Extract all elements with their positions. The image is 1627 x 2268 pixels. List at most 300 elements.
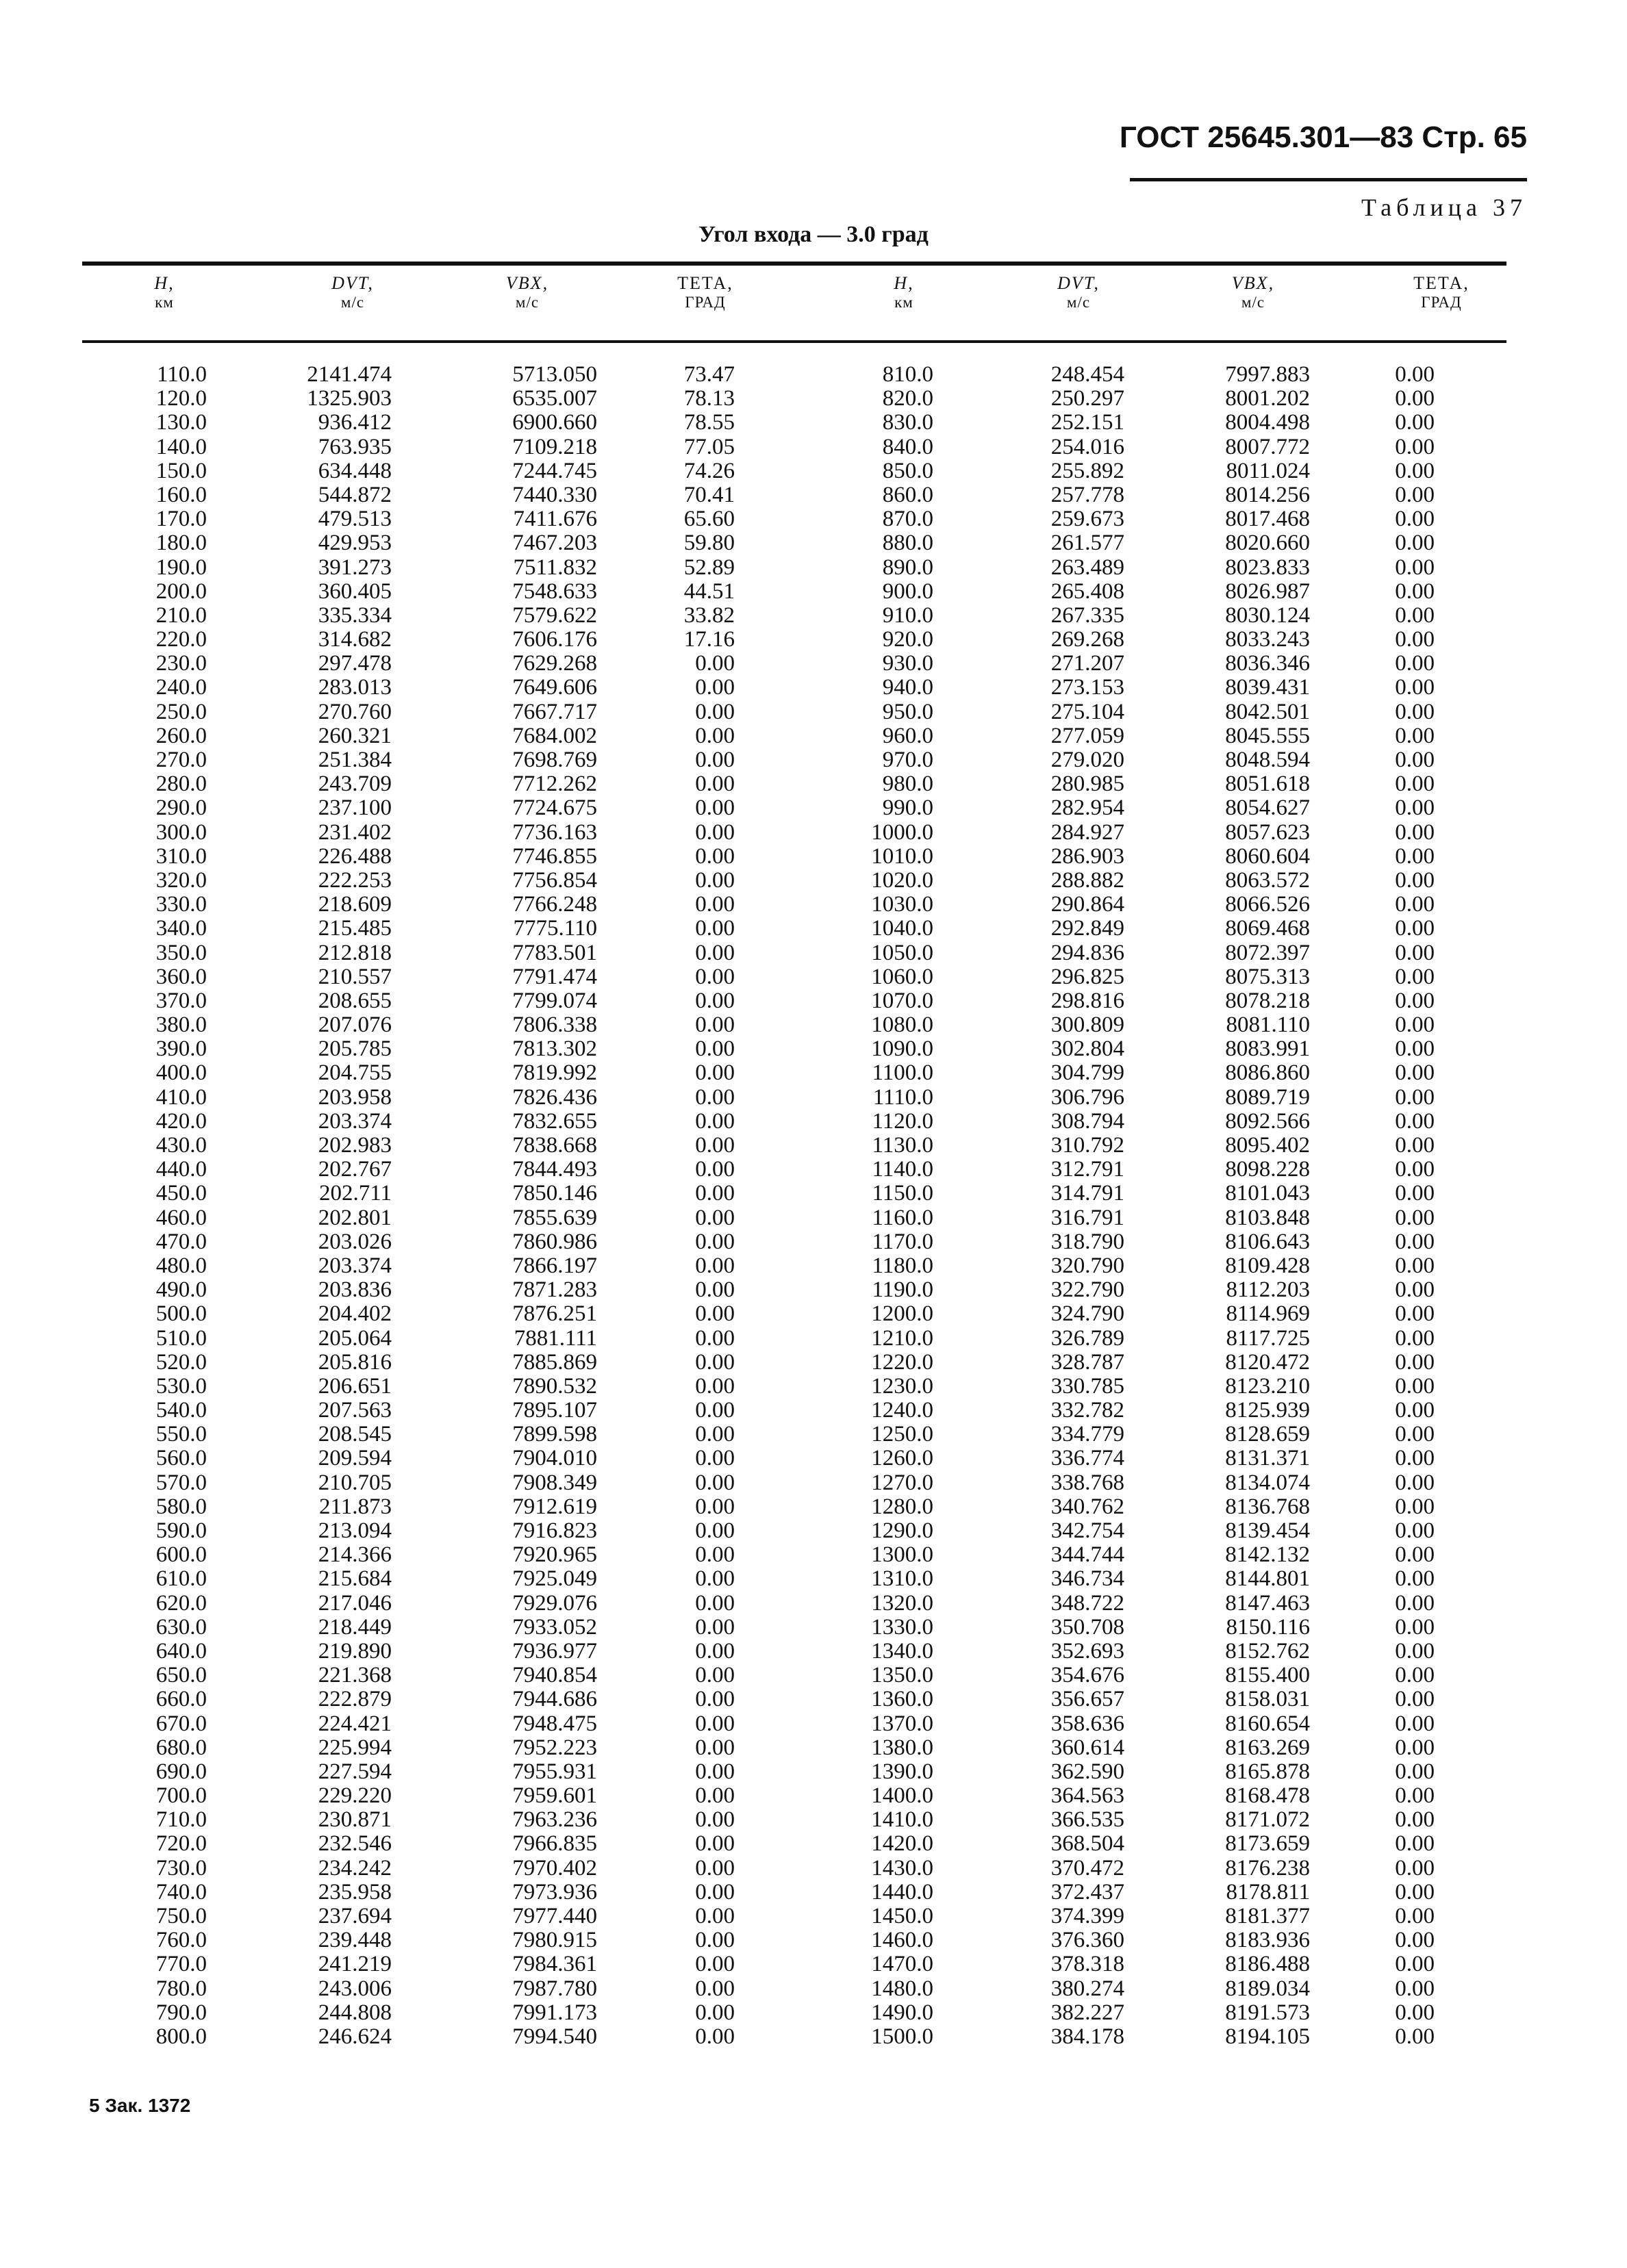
table-cell: 7579.622 bbox=[512, 602, 597, 628]
table-cell: 0.00 bbox=[695, 675, 735, 700]
table-cell: 8020.660 bbox=[1225, 531, 1310, 556]
table-cell: 7799.074 bbox=[512, 988, 597, 1013]
table-cell: 7866.197 bbox=[512, 1253, 597, 1278]
table-cell: 0.00 bbox=[695, 1205, 735, 1230]
table-cell: 257.778 bbox=[1050, 482, 1124, 507]
table-cell: 8112.203 bbox=[1226, 1277, 1310, 1303]
table-cell: 0.00 bbox=[1395, 1253, 1435, 1278]
table-cell: 308.794 bbox=[1050, 1108, 1124, 1134]
table-cell: 0.00 bbox=[1395, 1566, 1435, 1592]
table-cell: 0.00 bbox=[1395, 2024, 1435, 2049]
table-cell: 300.0 bbox=[155, 819, 207, 845]
table-cell: 960.0 bbox=[882, 723, 933, 748]
col-header-unit: ГРАД bbox=[685, 294, 726, 311]
table-cell: 7984.361 bbox=[512, 1952, 597, 1977]
table-cell: 170.0 bbox=[155, 507, 207, 532]
table-cell: 8023.833 bbox=[1225, 555, 1310, 580]
table-cell: 1240.0 bbox=[871, 1398, 933, 1423]
table-cell: 0.00 bbox=[1395, 1542, 1435, 1568]
table-cell: 700.0 bbox=[155, 1783, 207, 1809]
table-cell: 360.405 bbox=[318, 578, 392, 604]
table-cell: 1070.0 bbox=[871, 988, 933, 1013]
table-cell: 7948.475 bbox=[512, 1711, 597, 1736]
table-cell: 310.792 bbox=[1050, 1133, 1124, 1158]
table-cell: 340.762 bbox=[1050, 1494, 1124, 1519]
table-cell: 0.00 bbox=[1395, 1831, 1435, 1857]
table-cell: 332.782 bbox=[1050, 1398, 1124, 1423]
table-cell: 244.808 bbox=[318, 2000, 392, 2025]
table-cell: 780.0 bbox=[155, 1976, 207, 2001]
table-cell: 1040.0 bbox=[871, 916, 933, 941]
table-cell: 8155.400 bbox=[1225, 1663, 1310, 1688]
table-cell: 227.594 bbox=[318, 1759, 392, 1784]
table-cell: 348.722 bbox=[1050, 1590, 1124, 1616]
table-cell: 8101.043 bbox=[1225, 1181, 1310, 1206]
table-cell: 1110.0 bbox=[872, 1084, 933, 1110]
table-cell: 338.768 bbox=[1050, 1470, 1124, 1495]
left-h-column bbox=[103, 363, 207, 2049]
table-cell: 65.60 bbox=[683, 507, 735, 532]
table-cell: 1390.0 bbox=[871, 1759, 933, 1784]
table-cell: 1230.0 bbox=[871, 1373, 933, 1399]
table-cell: 0.00 bbox=[1395, 1518, 1435, 1543]
table-cell: 239.448 bbox=[318, 1928, 392, 1953]
table-cell: 0.00 bbox=[695, 748, 735, 772]
table-cell: 8181.377 bbox=[1225, 1904, 1310, 1928]
col-header-teta-left bbox=[661, 274, 750, 312]
table-cell: 306.796 bbox=[1050, 1084, 1124, 1110]
table-cell: 7973.936 bbox=[512, 1879, 597, 1904]
table-cell: 203.836 bbox=[318, 1277, 392, 1303]
table-cell: 8194.105 bbox=[1225, 2024, 1310, 2049]
table-cell: 8139.454 bbox=[1225, 1518, 1310, 1543]
table-cell: 670.0 bbox=[155, 1711, 207, 1736]
table-cell: 8131.371 bbox=[1225, 1446, 1310, 1471]
table-cell: 346.734 bbox=[1050, 1566, 1124, 1592]
table-cell: 690.0 bbox=[155, 1759, 207, 1784]
table-cell: 0.00 bbox=[695, 1108, 735, 1134]
table-cell: 0.00 bbox=[1395, 1012, 1435, 1038]
table-cell: 208.655 bbox=[318, 988, 392, 1013]
table-cell: 680.0 bbox=[155, 1735, 207, 1760]
right-teta-column bbox=[1349, 363, 1435, 2049]
table-cell: 7944.686 bbox=[512, 1687, 597, 1712]
table-cell: 7783.501 bbox=[512, 940, 597, 965]
table-cell: 0.00 bbox=[695, 1422, 735, 1447]
table-cell: 7819.992 bbox=[512, 1060, 597, 1086]
table-cell: 150.0 bbox=[155, 458, 207, 483]
table-cell: 7109.218 bbox=[512, 434, 597, 459]
table-cell: 0.00 bbox=[695, 1133, 735, 1158]
table-cell: 0.00 bbox=[1395, 723, 1435, 748]
table-cell: 8054.627 bbox=[1225, 795, 1310, 821]
table-cell: 1200.0 bbox=[871, 1301, 933, 1327]
table-cell: 0.00 bbox=[695, 1711, 735, 1736]
table-cell: 970.0 bbox=[882, 748, 933, 772]
table-cell: 250.0 bbox=[155, 699, 207, 724]
table-cell: 288.882 bbox=[1050, 867, 1124, 893]
table-cell: 8142.132 bbox=[1225, 1542, 1310, 1568]
table-cell: 0.00 bbox=[1395, 1349, 1435, 1375]
table-cell: 1400.0 bbox=[871, 1783, 933, 1809]
table-cell: 8106.643 bbox=[1225, 1229, 1310, 1254]
table-cell: 0.00 bbox=[695, 1181, 735, 1206]
table-cell: 0.00 bbox=[695, 1687, 735, 1712]
table-cell: 1270.0 bbox=[871, 1470, 933, 1495]
table-header-rule bbox=[82, 340, 1506, 343]
table-cell: 230.871 bbox=[318, 1807, 392, 1833]
table-cell: 410.0 bbox=[155, 1084, 207, 1110]
table-cell: 0.00 bbox=[1395, 916, 1435, 941]
table-cell: 0.00 bbox=[695, 1735, 735, 1760]
table-cell: 7736.163 bbox=[512, 819, 597, 845]
table-cell: 7899.598 bbox=[512, 1422, 597, 1447]
table-cell: 207.563 bbox=[318, 1398, 392, 1423]
table-cell: 6900.660 bbox=[512, 410, 597, 435]
table-cell: 0.00 bbox=[1395, 507, 1435, 532]
table-cell: 330.0 bbox=[155, 892, 207, 917]
table-cell: 304.799 bbox=[1050, 1060, 1124, 1086]
table-cell: 0.00 bbox=[695, 1446, 735, 1471]
col-header-name: DVT, bbox=[1057, 273, 1100, 293]
table-cell: 1060.0 bbox=[871, 964, 933, 989]
table-cell: 320.0 bbox=[155, 867, 207, 893]
table-cell: 59.80 bbox=[683, 531, 735, 556]
table-cell: 208.545 bbox=[318, 1422, 392, 1447]
table-cell: 7952.223 bbox=[512, 1735, 597, 1760]
table-cell: 44.51 bbox=[683, 578, 735, 604]
table-cell: 0.00 bbox=[1395, 795, 1435, 821]
table-cell: 17.16 bbox=[683, 627, 735, 652]
table-cell: 7933.052 bbox=[512, 1614, 597, 1640]
table-cell: 7860.986 bbox=[512, 1229, 597, 1254]
right-h-column bbox=[829, 363, 933, 2049]
table-cell: 920.0 bbox=[882, 627, 933, 652]
table-cell: 936.412 bbox=[318, 410, 392, 435]
table-cell: 202.801 bbox=[318, 1205, 392, 1230]
table-cell: 322.790 bbox=[1050, 1277, 1124, 1303]
col-header-name: ТЕТА, bbox=[677, 273, 733, 293]
table-cell: 0.00 bbox=[1395, 772, 1435, 797]
table-cell: 232.546 bbox=[318, 1831, 392, 1857]
table-cell: 540.0 bbox=[155, 1398, 207, 1423]
table-cell: 246.624 bbox=[318, 2024, 392, 2049]
table-cell: 0.00 bbox=[1395, 843, 1435, 869]
table-cell: 7649.606 bbox=[512, 675, 597, 700]
table-cell: 900.0 bbox=[882, 578, 933, 604]
table-cell: 650.0 bbox=[155, 1663, 207, 1688]
table-cell: 0.00 bbox=[1395, 1687, 1435, 1712]
table-cell: 1300.0 bbox=[871, 1542, 933, 1568]
table-cell: 0.00 bbox=[695, 2000, 735, 2025]
table-cell: 0.00 bbox=[1395, 434, 1435, 459]
table-cell: 310.0 bbox=[155, 843, 207, 869]
table-cell: 7838.668 bbox=[512, 1133, 597, 1158]
table-cell: 250.297 bbox=[1050, 386, 1124, 411]
col-header-unit: м/с bbox=[1241, 294, 1265, 311]
table-cell: 7698.769 bbox=[512, 748, 597, 772]
table-cell: 860.0 bbox=[882, 482, 933, 507]
table-cell: 8117.725 bbox=[1226, 1325, 1310, 1351]
table-cell: 544.872 bbox=[318, 482, 392, 507]
table-cell: 660.0 bbox=[155, 1687, 207, 1712]
table-cell: 980.0 bbox=[882, 772, 933, 797]
table-cell: 0.00 bbox=[695, 940, 735, 965]
table-cell: 0.00 bbox=[695, 1301, 735, 1327]
table-cell: 0.00 bbox=[695, 1012, 735, 1038]
table-cell: 580.0 bbox=[155, 1494, 207, 1519]
table-cell: 360.0 bbox=[155, 964, 207, 989]
table-cell: 1420.0 bbox=[871, 1831, 933, 1857]
table-cell: 0.00 bbox=[695, 819, 735, 845]
table-cell: 1170.0 bbox=[872, 1229, 933, 1254]
table-cell: 0.00 bbox=[695, 1398, 735, 1423]
table-cell: 352.693 bbox=[1050, 1638, 1124, 1664]
table-cell: 0.00 bbox=[1395, 1277, 1435, 1303]
table-cell: 850.0 bbox=[882, 458, 933, 483]
table-cell: 7806.338 bbox=[512, 1012, 597, 1038]
table-cell: 7844.493 bbox=[512, 1157, 597, 1182]
table-cell: 0.00 bbox=[1395, 1976, 1435, 2001]
col-header-name: H, bbox=[894, 273, 914, 293]
table-cell: 260.321 bbox=[318, 723, 392, 748]
table-cell: 8086.860 bbox=[1225, 1060, 1310, 1086]
table-cell: 265.408 bbox=[1050, 578, 1124, 604]
table-cell: 8017.468 bbox=[1225, 507, 1310, 532]
table-cell: 8033.243 bbox=[1225, 627, 1310, 652]
table-cell: 290.864 bbox=[1050, 892, 1124, 917]
table-cell: 7832.655 bbox=[512, 1108, 597, 1134]
table-cell: 222.879 bbox=[318, 1687, 392, 1712]
table-cell: 243.709 bbox=[318, 772, 392, 797]
table-cell: 0.00 bbox=[1395, 748, 1435, 772]
table-cell: 330.785 bbox=[1050, 1373, 1124, 1399]
table-cell: 270.0 bbox=[155, 748, 207, 772]
table-cell: 8081.110 bbox=[1226, 1012, 1310, 1038]
table-cell: 8144.801 bbox=[1225, 1566, 1310, 1592]
table-cell: 990.0 bbox=[882, 795, 933, 821]
table-cell: 720.0 bbox=[155, 1831, 207, 1857]
col-header-unit: м/с bbox=[340, 294, 365, 311]
table-cell: 0.00 bbox=[695, 1855, 735, 1881]
table-cell: 120.0 bbox=[155, 386, 207, 411]
table-cell: 8186.488 bbox=[1225, 1952, 1310, 1977]
table-cell: 750.0 bbox=[155, 1904, 207, 1928]
table-cell: 480.0 bbox=[155, 1253, 207, 1278]
table-cell: 0.00 bbox=[695, 1518, 735, 1543]
table-cell: 0.00 bbox=[1395, 1952, 1435, 1977]
table-cell: 0.00 bbox=[1395, 627, 1435, 652]
table-cell: 0.00 bbox=[695, 988, 735, 1013]
table-cell: 550.0 bbox=[155, 1422, 207, 1447]
table-cell: 251.384 bbox=[318, 748, 392, 772]
table-cell: 382.227 bbox=[1050, 2000, 1124, 2025]
table-cell: 204.402 bbox=[318, 1301, 392, 1327]
table-cell: 630.0 bbox=[155, 1614, 207, 1640]
table-cell: 7855.639 bbox=[512, 1205, 597, 1230]
table-cell: 8109.428 bbox=[1225, 1253, 1310, 1278]
col-header-name: DVT, bbox=[331, 273, 374, 293]
table-cell: 0.00 bbox=[695, 1325, 735, 1351]
table-cell: 7791.474 bbox=[512, 964, 597, 989]
col-header-dvt-right bbox=[1034, 274, 1123, 312]
table-cell: 7440.330 bbox=[512, 482, 597, 507]
table-cell: 1330.0 bbox=[871, 1614, 933, 1640]
table-cell: 1100.0 bbox=[872, 1060, 933, 1086]
table-cell: 368.504 bbox=[1050, 1831, 1124, 1857]
table-cell: 7813.302 bbox=[512, 1036, 597, 1062]
table-top-rule bbox=[82, 262, 1506, 266]
table-cell: 203.026 bbox=[318, 1229, 392, 1254]
table-cell: 209.594 bbox=[318, 1446, 392, 1471]
table-cell: 1320.0 bbox=[871, 1590, 933, 1616]
table-cell: 0.00 bbox=[695, 723, 735, 748]
table-cell: 219.890 bbox=[318, 1638, 392, 1664]
right-vbx-column bbox=[1178, 363, 1310, 2049]
table-cell: 7959.601 bbox=[512, 1783, 597, 1809]
table-cell: 0.00 bbox=[1395, 1060, 1435, 1086]
table-cell: 7936.977 bbox=[512, 1638, 597, 1664]
table-cell: 8030.124 bbox=[1225, 602, 1310, 628]
table-cell: 2141.474 bbox=[307, 362, 392, 387]
table-cell: 8152.762 bbox=[1225, 1638, 1310, 1664]
table-cell: 460.0 bbox=[155, 1205, 207, 1230]
table-cell: 0.00 bbox=[1395, 1133, 1435, 1158]
table-cell: 7712.262 bbox=[512, 772, 597, 797]
table-cell: 302.804 bbox=[1050, 1036, 1124, 1062]
table-cell: 1150.0 bbox=[872, 1181, 933, 1206]
table-cell: 0.00 bbox=[1395, 1614, 1435, 1640]
table-cell: 206.651 bbox=[318, 1373, 392, 1399]
col-header-vbx-right bbox=[1209, 274, 1298, 312]
table-cell: 297.478 bbox=[318, 651, 392, 676]
table-cell: 810.0 bbox=[882, 362, 933, 387]
table-cell: 1030.0 bbox=[871, 892, 933, 917]
table-cell: 8136.768 bbox=[1225, 1494, 1310, 1519]
table-cell: 0.00 bbox=[695, 867, 735, 893]
table-cell: 0.00 bbox=[1395, 1928, 1435, 1953]
col-header-unit: км bbox=[894, 294, 913, 311]
table-cell: 0.00 bbox=[1395, 386, 1435, 411]
table-cell: 364.563 bbox=[1050, 1783, 1124, 1809]
table-cell: 314.791 bbox=[1050, 1181, 1124, 1206]
table-cell: 210.705 bbox=[318, 1470, 392, 1495]
table-cell: 204.755 bbox=[318, 1060, 392, 1086]
col-header-unit: м/с bbox=[515, 294, 540, 311]
table-cell: 0.00 bbox=[1395, 819, 1435, 845]
table-cell: 1130.0 bbox=[872, 1133, 933, 1158]
table-cell: 0.00 bbox=[695, 1831, 735, 1857]
table-cell: 940.0 bbox=[882, 675, 933, 700]
table-cell: 7756.854 bbox=[512, 867, 597, 893]
table-cell: 1470.0 bbox=[871, 1952, 933, 1977]
table-cell: 1480.0 bbox=[871, 1976, 933, 2001]
table-cell: 0.00 bbox=[1395, 1735, 1435, 1760]
table-cell: 0.00 bbox=[1395, 1904, 1435, 1928]
table-cell: 8051.618 bbox=[1225, 772, 1310, 797]
table-cell: 950.0 bbox=[882, 699, 933, 724]
table-cell: 0.00 bbox=[1395, 699, 1435, 724]
table-cell: 930.0 bbox=[882, 651, 933, 676]
table-cell: 0.00 bbox=[695, 1566, 735, 1592]
table-cell: 1500.0 bbox=[871, 2024, 933, 2049]
table-cell: 324.790 bbox=[1050, 1301, 1124, 1327]
table-cell: 335.334 bbox=[318, 602, 392, 628]
table-cell: 0.00 bbox=[1395, 362, 1435, 387]
table-cell: 52.89 bbox=[683, 555, 735, 580]
table-cell: 286.903 bbox=[1050, 843, 1124, 869]
table-cell: 0.00 bbox=[1395, 940, 1435, 965]
table-cell: 8165.878 bbox=[1225, 1759, 1310, 1784]
table-cell: 1020.0 bbox=[871, 867, 933, 893]
table-cell: 7977.440 bbox=[512, 1904, 597, 1928]
table-cell: 354.676 bbox=[1050, 1663, 1124, 1688]
table-cell: 222.253 bbox=[318, 867, 392, 893]
table-cell: 0.00 bbox=[695, 1277, 735, 1303]
table-cell: 77.05 bbox=[683, 434, 735, 459]
table-cell: 298.816 bbox=[1050, 988, 1124, 1013]
table-cell: 8069.468 bbox=[1225, 916, 1310, 941]
table-cell: 0.00 bbox=[1395, 1855, 1435, 1881]
table-cell: 8183.936 bbox=[1225, 1928, 1310, 1953]
table-cell: 7904.010 bbox=[512, 1446, 597, 1471]
table-cell: 0.00 bbox=[695, 964, 735, 989]
table-cell: 0.00 bbox=[695, 892, 735, 917]
table-cell: 500.0 bbox=[155, 1301, 207, 1327]
table-cell: 8125.939 bbox=[1225, 1398, 1310, 1423]
table-cell: 8123.210 bbox=[1225, 1373, 1310, 1399]
table-cell: 430.0 bbox=[155, 1133, 207, 1158]
table-cell: 7885.869 bbox=[512, 1349, 597, 1375]
table-cell: 8014.256 bbox=[1225, 482, 1310, 507]
table-cell: 140.0 bbox=[155, 434, 207, 459]
table-cell: 7916.823 bbox=[512, 1518, 597, 1543]
table-cell: 277.059 bbox=[1050, 723, 1124, 748]
table-cell: 374.399 bbox=[1050, 1904, 1124, 1928]
table-cell: 530.0 bbox=[155, 1373, 207, 1399]
table-cell: 0.00 bbox=[1395, 410, 1435, 435]
table-cell: 7467.203 bbox=[512, 531, 597, 556]
table-cell: 231.402 bbox=[318, 819, 392, 845]
table-cell: 8098.228 bbox=[1225, 1157, 1310, 1182]
table-cell: 340.0 bbox=[155, 916, 207, 941]
table-cell: 0.00 bbox=[1395, 458, 1435, 483]
table-cell: 336.774 bbox=[1050, 1446, 1124, 1471]
table-cell: 1340.0 bbox=[871, 1638, 933, 1664]
table-cell: 380.274 bbox=[1050, 1976, 1124, 2001]
table-cell: 8026.987 bbox=[1225, 578, 1310, 604]
table-cell: 248.454 bbox=[1050, 362, 1124, 387]
table-cell: 280.985 bbox=[1050, 772, 1124, 797]
table-cell: 366.535 bbox=[1050, 1807, 1124, 1833]
table-cell: 7920.965 bbox=[512, 1542, 597, 1568]
table-cell: 0.00 bbox=[695, 1663, 735, 1688]
table-cell: 202.983 bbox=[318, 1133, 392, 1158]
table-cell: 7684.002 bbox=[512, 723, 597, 748]
table-cell: 1380.0 bbox=[871, 1735, 933, 1760]
table-cell: 203.374 bbox=[318, 1253, 392, 1278]
table-cell: 0.00 bbox=[695, 1494, 735, 1519]
table-cell: 0.00 bbox=[1395, 1373, 1435, 1399]
table-cell: 0.00 bbox=[695, 1036, 735, 1062]
table-cell: 203.374 bbox=[318, 1108, 392, 1134]
table-cell: 8060.604 bbox=[1225, 843, 1310, 869]
table-cell: 0.00 bbox=[695, 1614, 735, 1640]
table-cell: 7826.436 bbox=[512, 1084, 597, 1110]
table-cell: 0.00 bbox=[695, 1084, 735, 1110]
table-cell: 275.104 bbox=[1050, 699, 1124, 724]
table-cell: 0.00 bbox=[1395, 867, 1435, 893]
